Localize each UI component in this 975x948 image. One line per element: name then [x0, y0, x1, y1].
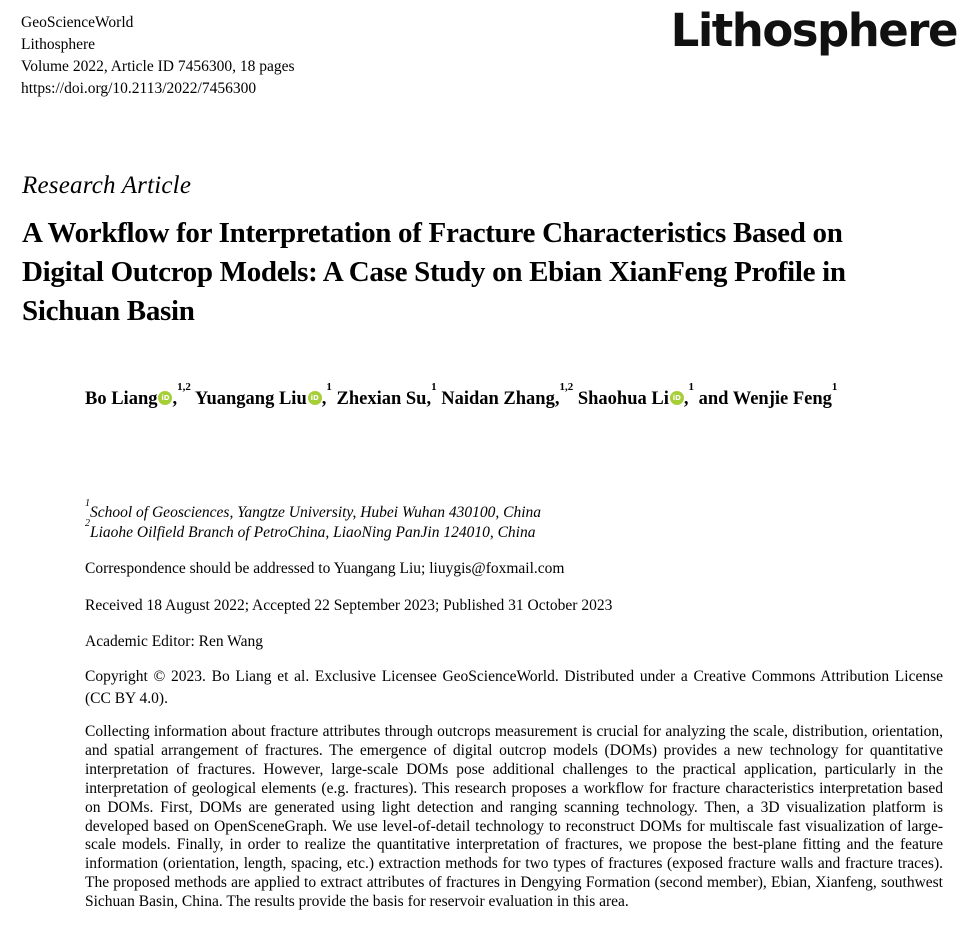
author-affiliation-sup: 1	[831, 380, 838, 393]
author-affiliation-sup: 1,2	[177, 380, 191, 393]
orcid-icon[interactable]: iD	[308, 391, 322, 405]
author	[441, 380, 574, 409]
correspondence-line	[85, 560, 945, 578]
article-title: A Workflow for Interpretation of Fracture Characteristics Based on Digital Outcrop Models: A Case Study on Ebian XianFeng Profile in Sichuan Basin	[22, 217, 846, 327]
article-type-label: Research Article	[22, 172, 192, 199]
author-name: Naidan Zhang	[441, 389, 555, 409]
author-affiliation-sup: 1	[326, 380, 332, 393]
author-name: Bo Liang	[85, 389, 158, 409]
affiliation-text: Liaohe Oilfield Branch of PetroChina, LiaoNing PanJin 124010, China	[90, 524, 536, 541]
doi-link[interactable]: https://doi.org/10.2113/2022/7456300	[21, 80, 257, 97]
affiliation-number: 1	[85, 497, 90, 509]
author-separator: ,	[554, 389, 560, 409]
orcid-icon[interactable]: iD	[158, 391, 172, 405]
masthead	[21, 12, 295, 100]
copyright-notice: Copyright © 2023. Bo Liang et al. Exclusive Licensee GeoScienceWorld. Distributed under a Creative Commons Attribution License (CC BY 4.0).	[85, 668, 943, 707]
journal-name: Lithosphere	[21, 36, 96, 53]
author-affiliation-sup: 1	[431, 380, 437, 393]
affiliation-list	[85, 497, 945, 543]
author	[698, 380, 838, 409]
author-separator: ,	[321, 389, 327, 409]
author	[85, 380, 191, 409]
author-affiliation-sup: 1	[688, 380, 694, 393]
academic-editor-line: Academic Editor: Ren Wang	[85, 633, 263, 650]
author	[577, 380, 694, 409]
affiliation	[85, 497, 945, 523]
affiliation-number: 2	[85, 517, 90, 529]
abstract-text: Collecting information about fracture attributes through outcrops measurement is crucial for analyzing the scale, distribution, orientation, and spatial arrangement of fractures. The emergence of digital outcrop models (DOMs) provides a new technology for quantitative interpretation of fractures. However, large-scale DOMs pose additional challenges to the practical application, particularly in the interpretation of geological elements (e.g. fractures). This research proposes a workflow for fracture characteristics interpretation based on DOMs. First, DOMs are generated using light detection and ranging scanning technology. Then, a 3D visualization platform is developed based on OpenSceneGraph. We use level-of-detail technology to reconstruct DOMs for multiscale fast visualization of large-scale models. Finally, in order to realize the quantitative interpretation of fractures, we propose the best-plane fitting and the feature information (orientation, length, spacing, etc.) extraction methods for two types of fractures (exposed fracture walls and fracture traces). The proposed methods are applied to extract attributes of fractures in Dengying Formation (second member), Ebian, Xianfeng, southwest Sichuan Basin, China. The results provide the basis for reservoir evaluation in this area.	[85, 723, 943, 911]
author-separator: ,	[426, 389, 432, 409]
author-affiliation-sup: 1,2	[559, 380, 574, 393]
author-name: Zhexian Su	[336, 389, 427, 409]
author-separator: ,	[172, 389, 178, 409]
affiliation-text: School of Geosciences, Yangtze University, Hubei Wuhan 430100, China	[90, 504, 542, 521]
author-list	[85, 380, 945, 412]
publisher-name: GeoScienceWorld	[21, 14, 134, 31]
author-name: and Wenjie Feng	[698, 389, 832, 409]
author-name: Yuangang Liu	[194, 389, 307, 409]
journal-logo: Lithosphere	[670, 4, 957, 57]
author	[194, 380, 332, 409]
author	[336, 380, 437, 409]
affiliation	[85, 517, 945, 543]
orcid-icon[interactable]: iD	[670, 391, 684, 405]
author-name: Shaohua Li	[577, 389, 669, 409]
correspondence-text: Correspondence should be addressed to Yuangang Liu;	[85, 560, 430, 577]
correspondence-email-link[interactable]: liuygis@foxmail.com	[429, 560, 565, 577]
volume-article-id: Volume 2022, Article ID 7456300, 18 pages	[21, 58, 295, 75]
author-separator: ,	[683, 389, 689, 409]
article-history-line: Received 18 August 2022; Accepted 22 September 2023; Published 31 October 2023	[85, 597, 613, 614]
